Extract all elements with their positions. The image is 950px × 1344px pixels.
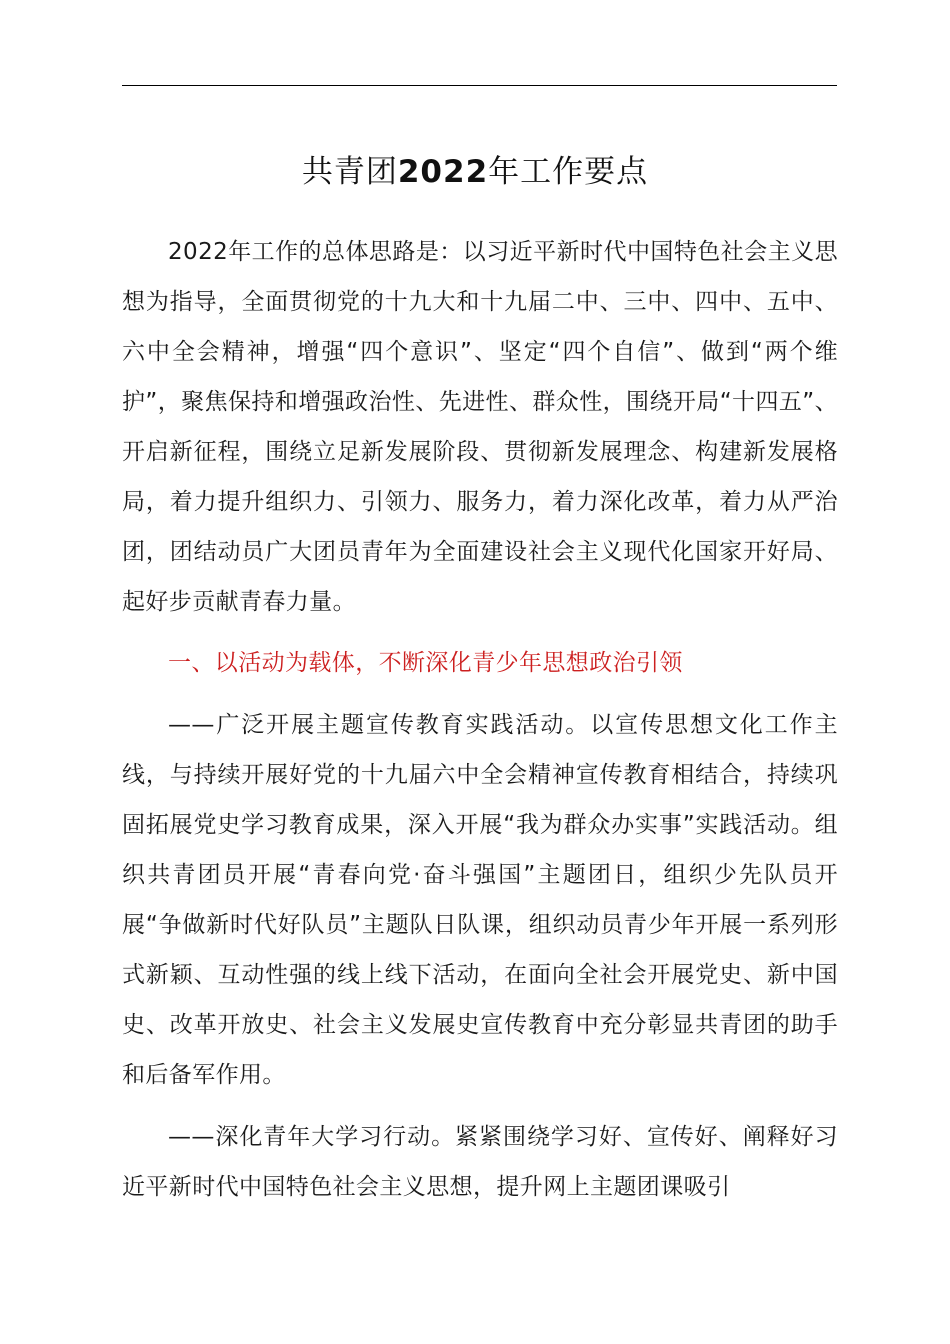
body-paragraph-item2: ——深化青年大学习行动。紧紧围绕学习好、宣传好、阐释好习近平新时代中国特色社会主义思想，提升网上主题团课吸引	[122, 1124, 838, 1200]
body-paragraph-item1: ——广泛开展主题宣传教育实践活动。以宣传思想文化工作主线，与持续开展好党的十九届六中全会精神宣传教育相结合，持续巩固拓展党史学习教育成果，深入开展“我为群众办实事”实践活动。组织共青团员开展“青春向党·奋斗强国”主题团日，组织少先队员开展“争做新时代好队员”主题队日队课，组织动员青少年开展一系列形式新颖、互动性强的线上线下活动，在面向全社会开展党史、新中国史、改革开放史、社会主义发展史宣传教育中充分彰显共青团的助手和后备军作用。	[122, 712, 838, 1088]
header-rule	[122, 85, 837, 86]
section-heading-1: 一、以活动为载体，不断深化青少年思想政治引领	[168, 650, 683, 676]
page-title	[0, 150, 950, 194]
title-year: 2022	[397, 154, 489, 190]
title-suffix: 年工作要点	[488, 154, 649, 190]
title-prefix: 共青团	[301, 154, 398, 190]
intro-paragraph: 2022年工作的总体思路是：以习近平新时代中国特色社会主义思想为指导，全面贯彻党的十九大和十九届二中、三中、四中、五中、六中全会精神，增强“四个意识”、坚定“四个自信”、做到“两个维护”，聚焦保持和增强政治性、先进性、群众性，围绕开局“十四五”、开启新征程，围绕立足新发展阶段、贯彻新发展理念、构建新发展格局，着力提升组织力、引领力、服务力，着力深化改革，着力从严治团，团结动员广大团员青年为全面建设社会主义现代化国家开好局、起好步贡献青春力量。	[122, 239, 838, 615]
